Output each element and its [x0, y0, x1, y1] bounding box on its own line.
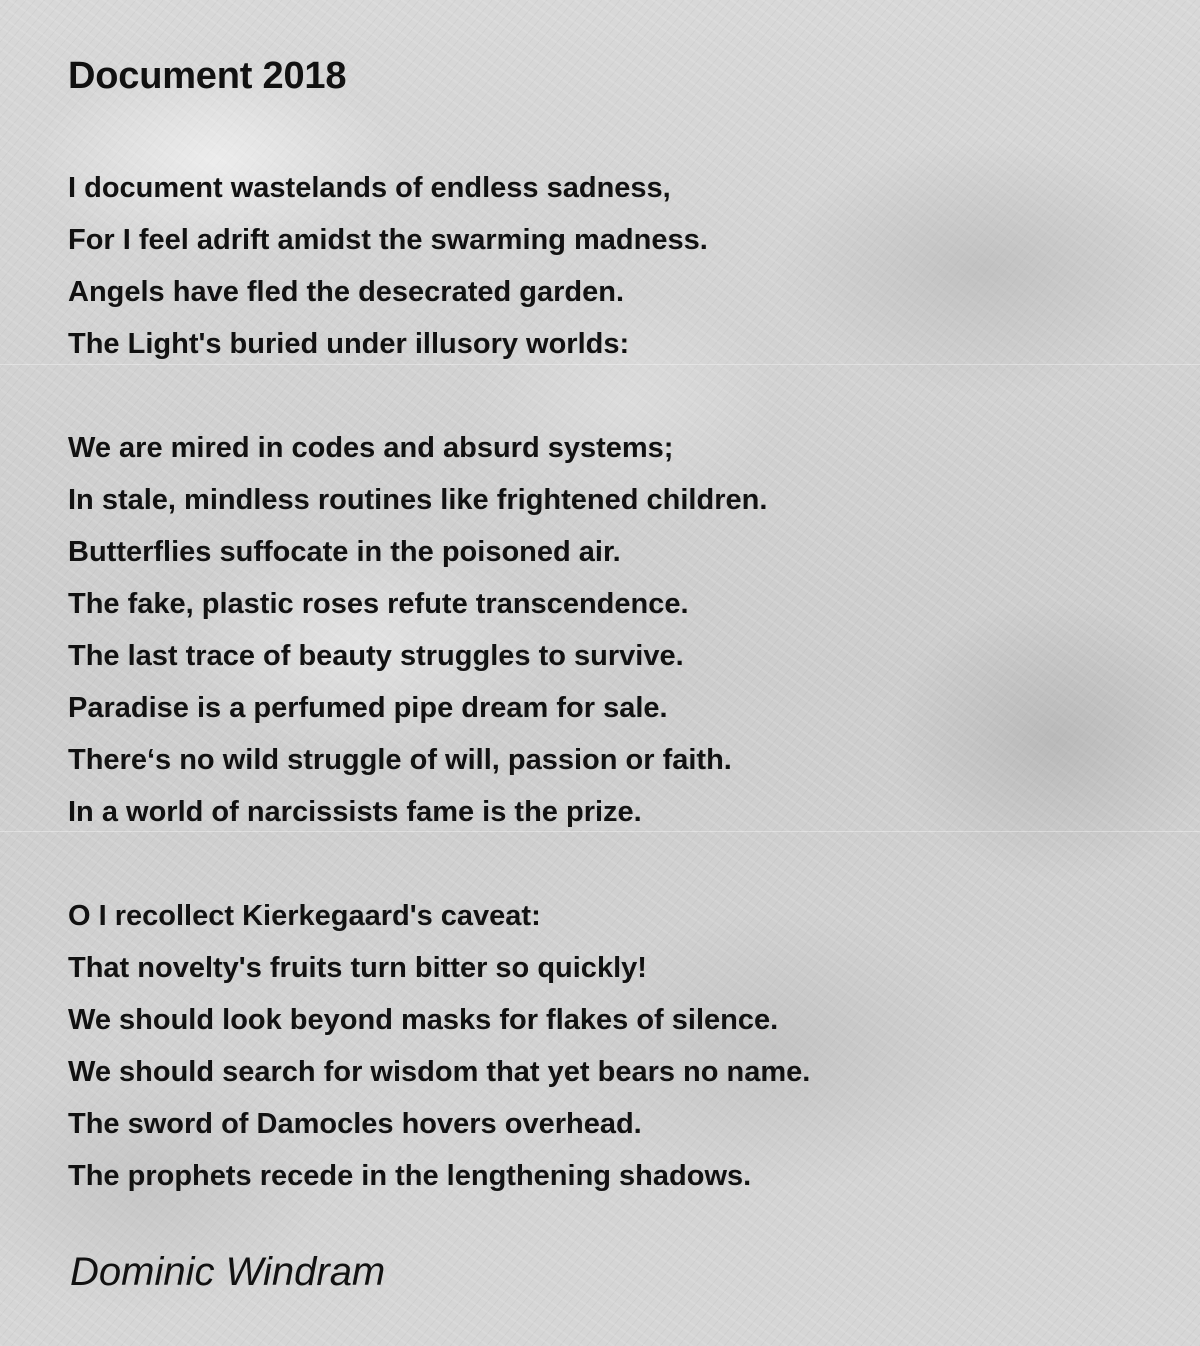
stanza-3: [68, 890, 1168, 1202]
poem-line: O I recollect Kierkegaard's caveat:: [68, 900, 541, 932]
poem-title: Document 2018: [68, 55, 347, 97]
stanza-1: [68, 162, 1168, 370]
poem-line: Angels have fled the desecrated garden.: [68, 276, 625, 308]
poem-line: Paradise is a perfumed pipe dream for sale.: [68, 692, 668, 724]
poem-line: We should look beyond masks for flakes of silence.: [68, 1004, 779, 1036]
poem-line: The Light's buried under illusory worlds:: [68, 328, 630, 360]
poem-author: Dominic Windram: [70, 1250, 386, 1294]
poem-line: In a world of narcissists fame is the prize.: [68, 796, 642, 828]
poem-container: [68, 50, 1168, 1202]
stanza-2: [68, 422, 1168, 838]
poem-line: We are mired in codes and absurd systems;: [68, 432, 674, 464]
poem-line: I document wastelands of endless sadness,: [68, 172, 671, 204]
poem-line: In stale, mindless routines like frightened children.: [68, 484, 768, 516]
poem-line: Butterflies suffocate in the poisoned air.: [68, 536, 621, 568]
poem-line: We should search for wisdom that yet bears no name.: [68, 1056, 811, 1088]
poem-line: There‘s no wild struggle of will, passion or faith.: [68, 744, 732, 776]
poem-line: The sword of Damocles hovers overhead.: [68, 1108, 642, 1140]
poem-line: The fake, plastic roses refute transcendence.: [68, 588, 689, 620]
poem-line: The last trace of beauty struggles to survive.: [68, 640, 684, 672]
poem-line: That novelty's fruits turn bitter so quickly!: [68, 952, 647, 984]
poem-line: For I feel adrift amidst the swarming madness.: [68, 224, 708, 256]
poem-line: The prophets recede in the lengthening shadows.: [68, 1160, 752, 1192]
